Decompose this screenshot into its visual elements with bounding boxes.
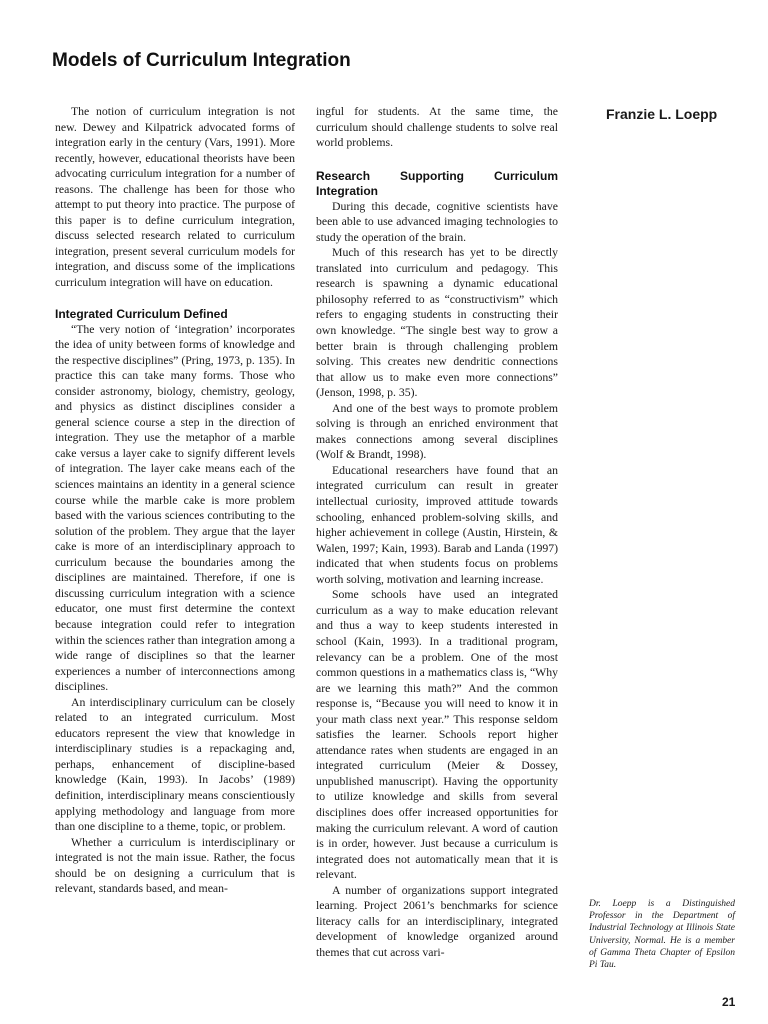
research-paragraph-4: Educational researchers have found that an integrated curriculum can result in greater intellectual curiosity, improved attitude towards schooling, enhanced problem-solving skills, and higher achievement in college (Austin, Hirstein, & Walen, 1997; Kain, 1993). Barab and Landa (1997) indicated that when students focus on problems worth solving, motivation and learning increase. [316, 463, 558, 586]
defined-paragraph-3: Whether a curriculum is interdisciplinary or integrated is not the main issue. Rather, the focus should be on designing a curriculum that is relevant, standards based, and mean- [55, 835, 295, 896]
research-paragraph-2: Much of this research has yet to be directly translated into curriculum and pedagogy. This research is spawning a dynamic educational philosophy referred to as “constructivism” which refers to engaging students in constructing their own knowledge. “The single best way to grow a better brain is through challenging problem solving. This creates new dendritic connections that allow us to make even more connections” (Jenson, 1998, p. 35). [316, 246, 558, 400]
author-bio: Dr. Loepp is a Distinguished Professor in the Department of Industrial Technology at Illinois State University, Normal. He is a member of Gamma Theta Chapter of Epsilon Pi Tau. [589, 899, 735, 971]
research-paragraph-3: And one of the best ways to promote problem solving is through an enriched environment that makes connections among several disciplines (Wolf & Brandt, 1998). [316, 401, 558, 462]
author-name: Franzie L. Loepp [606, 106, 718, 122]
section-heading-defined: Integrated Curriculum Defined [55, 306, 228, 321]
section-heading-research: Research Supporting Curriculum Integration [316, 168, 558, 198]
column-left [55, 104, 295, 897]
defined-paragraph-3-continued: ingful for students. At the same time, the curriculum should challenge students to solve real world problems. [316, 105, 558, 150]
defined-paragraph-1: “The very notion of ‘integration’ incorporates the idea of unity between forms of knowledge and the respective disciplines” (Pring, 1973, p. 135). In practice this can take many forms. Those who consider astronomy, biology, chemistry, geology, and physics as distinct disciplines consider a general science course a step in the direction of integration. They use the metaphor of a marble cake versus a layer cake to signify different levels of integration. The layer cake means each of the sciences maintains an identity in a general science course while the marble cake is more problem based with the various sciences contributing to the solution of the problem. They argue that the layer cake is more of an interdisciplinary approach to curriculum because the boundaries among the disciplines are maintained. Therefore, if one is discussing curriculum integration with a science educator, one must first determine the context because integration could refer to integration within the sciences rather than integration among a wide range of disciplines so that the learner experiences a number of interconnections among disciplines. [55, 322, 295, 694]
intro-paragraph: The notion of curriculum integration is not new. Dewey and Kilpatrick advocated forms of integration early in the century (Vars, 1991). More recently, however, educational theorists have been advocating curriculum integration for a number of reasons. The challenge has been for those who attempt to put theory into practice. The purpose of this paper is to define curriculum integration, discuss selected research related to curriculum integration, present several curriculum models for integration, and discuss some of the implications curriculum integration will have on education. [55, 105, 295, 290]
research-paragraph-5: Some schools have used an integrated curriculum as a way to make education relevant and thus a way to keep students interested in school (Kain, 1993). In a traditional program, relevancy can be a problem. One of the most common questions in a mathematics class is, “Why are we learning this math?” And the common response is, “Because you will need to know it in your math class next year.” This response seldom satisfies the learner. Schools report higher attendance rates when students are engaged in an integrated curriculum (Meier & Dossey, unpublished manuscript). Having the opportunity to utilize knowledge and skills from several disciplines does offer increased opportunities for making the curriculum relevant. A word of caution is in order, however. Just because a curriculum is integrated does not automatically mean that it is relevant. [316, 588, 558, 882]
page-number: 21 [722, 995, 736, 1009]
column-middle [316, 104, 558, 960]
article-title: Models of Curriculum Integration [52, 50, 351, 71]
research-paragraph-1: During this decade, cognitive scientists have been able to use advanced imaging technologies to study the operation of the brain. [316, 199, 558, 244]
research-paragraph-6: A number of organizations support integrated learning. Project 2061’s benchmarks for science literacy calls for an interdisciplinary, integrated development of knowledge organized around themes that cut across vari- [316, 883, 558, 959]
defined-paragraph-2: An interdisciplinary curriculum can be closely related to an integrated curriculum. Most educators represent the view that knowledge in interdisciplinary studies is a repackaging and, perhaps, enhancement of discipline-based knowledge (Kain, 1993). In Jacobs’ (1989) definition, interdisciplinary means conscientiously applying methodology and language from more than one discipline to a theme, topic, or problem. [55, 695, 295, 834]
